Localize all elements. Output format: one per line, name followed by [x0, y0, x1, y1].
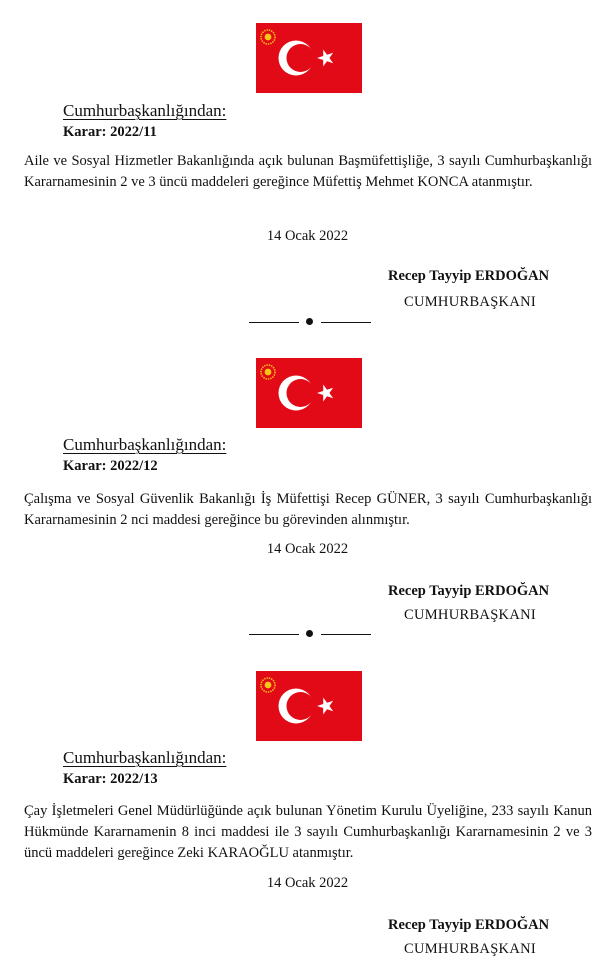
signer-title: CUMHURBAŞKANI	[404, 607, 536, 623]
turkish-flag-emblem-icon	[256, 671, 362, 741]
decision-number: Karar: 2022/12	[63, 458, 158, 474]
signer-name: Recep Tayyip ERDOĞAN	[388, 583, 550, 599]
section-separator	[249, 628, 371, 640]
decision-date: 14 Ocak 2022	[266, 228, 349, 244]
decision-date: 14 Ocak 2022	[266, 541, 349, 557]
decision-number: Karar: 2022/13	[63, 771, 158, 787]
decision-number: Karar: 2022/11	[63, 124, 157, 140]
issuer-heading: Cumhurbaşkanlığından:	[63, 435, 227, 454]
decision-body: Aile ve Sosyal Hizmetler Bakanlığında açık bulunan Başmüfettişliğe, 3 sayılı Cumhurbaşkanlığı Kararnamesinin 2 ve 3 üncü maddeleri gereğince Müfettiş Mehmet KONCA atanmıştır.	[24, 153, 592, 190]
signer-name: Recep Tayyip ERDOĞAN	[388, 917, 550, 933]
signer-title: CUMHURBAŞKANI	[404, 294, 536, 310]
turkish-flag-emblem-icon	[256, 358, 362, 428]
issuer-heading: Cumhurbaşkanlığından:	[63, 748, 227, 767]
signer-title: CUMHURBAŞKANI	[404, 941, 536, 957]
signer-name: Recep Tayyip ERDOĞAN	[388, 268, 550, 284]
issuer-heading: Cumhurbaşkanlığından:	[63, 101, 227, 120]
section-separator	[249, 316, 371, 328]
decision-date: 14 Ocak 2022	[266, 875, 349, 891]
decision-body: Çalışma ve Sosyal Güvenlik Bakanlığı İş Müfettişi Recep GÜNER, 3 sayılı Cumhurbaşkanlığı Kararnamesinin 2 nci maddesi gereğince bu görevinden alınmıştır.	[24, 491, 592, 528]
decision-body: Çay İşletmeleri Genel Müdürlüğünde açık bulunan Yönetim Kurulu Üyeliğine, 233 sayılı Kanun Hükmünde Kararnamenin 8 inci maddesi ile 3 sayılı Cumhurbaşkanlığı Kararnamesinin 2 ve 3 üncü maddeleri gereğince Zeki KARAOĞLU atanmıştır.	[24, 803, 592, 861]
turkish-flag-emblem-icon	[256, 23, 362, 93]
